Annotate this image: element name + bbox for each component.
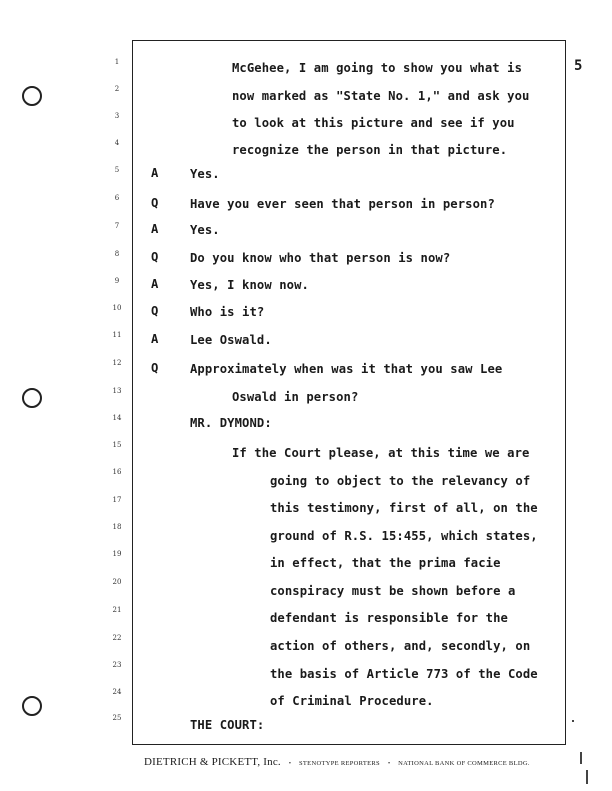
binder-hole	[22, 388, 42, 408]
separator-dot: •	[288, 761, 291, 767]
transcript-line: Approximately when was it that you saw Lee	[190, 362, 503, 376]
line-number: 14	[112, 414, 122, 422]
speaker-a: A	[151, 222, 159, 236]
line-number: 2	[114, 85, 120, 93]
line-number: 5	[114, 166, 120, 174]
binder-hole	[22, 696, 42, 716]
transcript-line: Lee Oswald.	[190, 333, 272, 347]
speaker-q: Q	[151, 361, 159, 375]
transcript-line: the basis of Article 773 of the Code	[270, 667, 538, 681]
transcript-line: THE COURT:	[190, 718, 265, 732]
transcript-line: ground of R.S. 15:455, which states,	[270, 529, 538, 543]
speaker-q: Q	[151, 304, 159, 318]
line-number: 22	[112, 634, 122, 642]
scan-mark	[586, 770, 588, 784]
transcript-line: Yes.	[190, 167, 220, 181]
line-number: 18	[112, 523, 122, 531]
line-number: 12	[112, 359, 122, 367]
speaker-q: Q	[151, 196, 159, 210]
line-number: 11	[112, 331, 122, 339]
transcript-line: McGehee, I am going to show you what is	[232, 61, 523, 75]
speaker-a: A	[151, 332, 159, 346]
transcript-line: in effect, that the prima facie	[270, 556, 501, 570]
line-number: 24	[112, 688, 122, 696]
transcript-line: to look at this picture and see if you	[232, 116, 515, 130]
service-label: STENOTYPE REPORTERS	[299, 760, 380, 767]
line-number: 23	[112, 661, 122, 669]
line-number: 15	[112, 441, 122, 449]
line-number: 13	[112, 387, 122, 395]
transcript-line: defendant is responsible for the	[270, 611, 508, 625]
separator-dot: •	[387, 761, 391, 767]
transcript-line: conspiracy must be shown before a	[270, 584, 516, 598]
transcript-line: action of others, and, secondly, on	[270, 639, 531, 653]
line-number: 17	[112, 496, 122, 504]
transcript-line: Yes.	[190, 223, 220, 237]
line-number: 3	[114, 112, 120, 120]
transcript-line: recognize the person in that picture.	[232, 143, 508, 157]
speaker-a: A	[151, 166, 159, 180]
line-number: 16	[112, 468, 122, 476]
reporter-footer	[144, 752, 564, 770]
line-number: 20	[112, 578, 122, 586]
transcript-line: Oswald in person?	[232, 390, 359, 404]
firm-name: DIETRICH & PICKETT, Inc.	[144, 756, 281, 768]
scan-mark	[580, 752, 582, 764]
transcript-line: going to object to the relevancy of	[270, 474, 531, 488]
transcript-line: Have you ever seen that person in person?	[190, 197, 495, 211]
speaker-q: Q	[151, 250, 159, 264]
line-number: 8	[114, 250, 120, 258]
line-number: 25	[112, 714, 122, 722]
speaker-a: A	[151, 277, 159, 291]
line-number: 6	[114, 194, 120, 202]
transcript-line: now marked as "State No. 1," and ask you	[232, 89, 530, 103]
transcript-line: of Criminal Procedure.	[270, 694, 434, 708]
transcript-line: If the Court please, at this time we are	[232, 446, 530, 460]
line-number: 19	[112, 550, 122, 558]
line-number: 21	[112, 606, 122, 614]
line-number: 4	[114, 139, 120, 147]
transcript-line: this testimony, first of all, on the	[270, 501, 538, 515]
address-label: NATIONAL BANK OF COMMERCE BLDG.	[398, 760, 530, 767]
page-number: 5	[574, 58, 583, 74]
binder-hole	[22, 86, 42, 106]
scan-mark	[572, 720, 574, 722]
transcript-line: MR. DYMOND:	[190, 416, 272, 430]
transcript-line: Do you know who that person is now?	[190, 251, 451, 265]
line-number: 10	[112, 304, 122, 312]
transcript-line: Who is it?	[190, 305, 265, 319]
line-number: 1	[114, 58, 120, 66]
line-number: 9	[114, 277, 120, 285]
line-number: 7	[114, 222, 120, 230]
transcript-line: Yes, I know now.	[190, 278, 309, 292]
